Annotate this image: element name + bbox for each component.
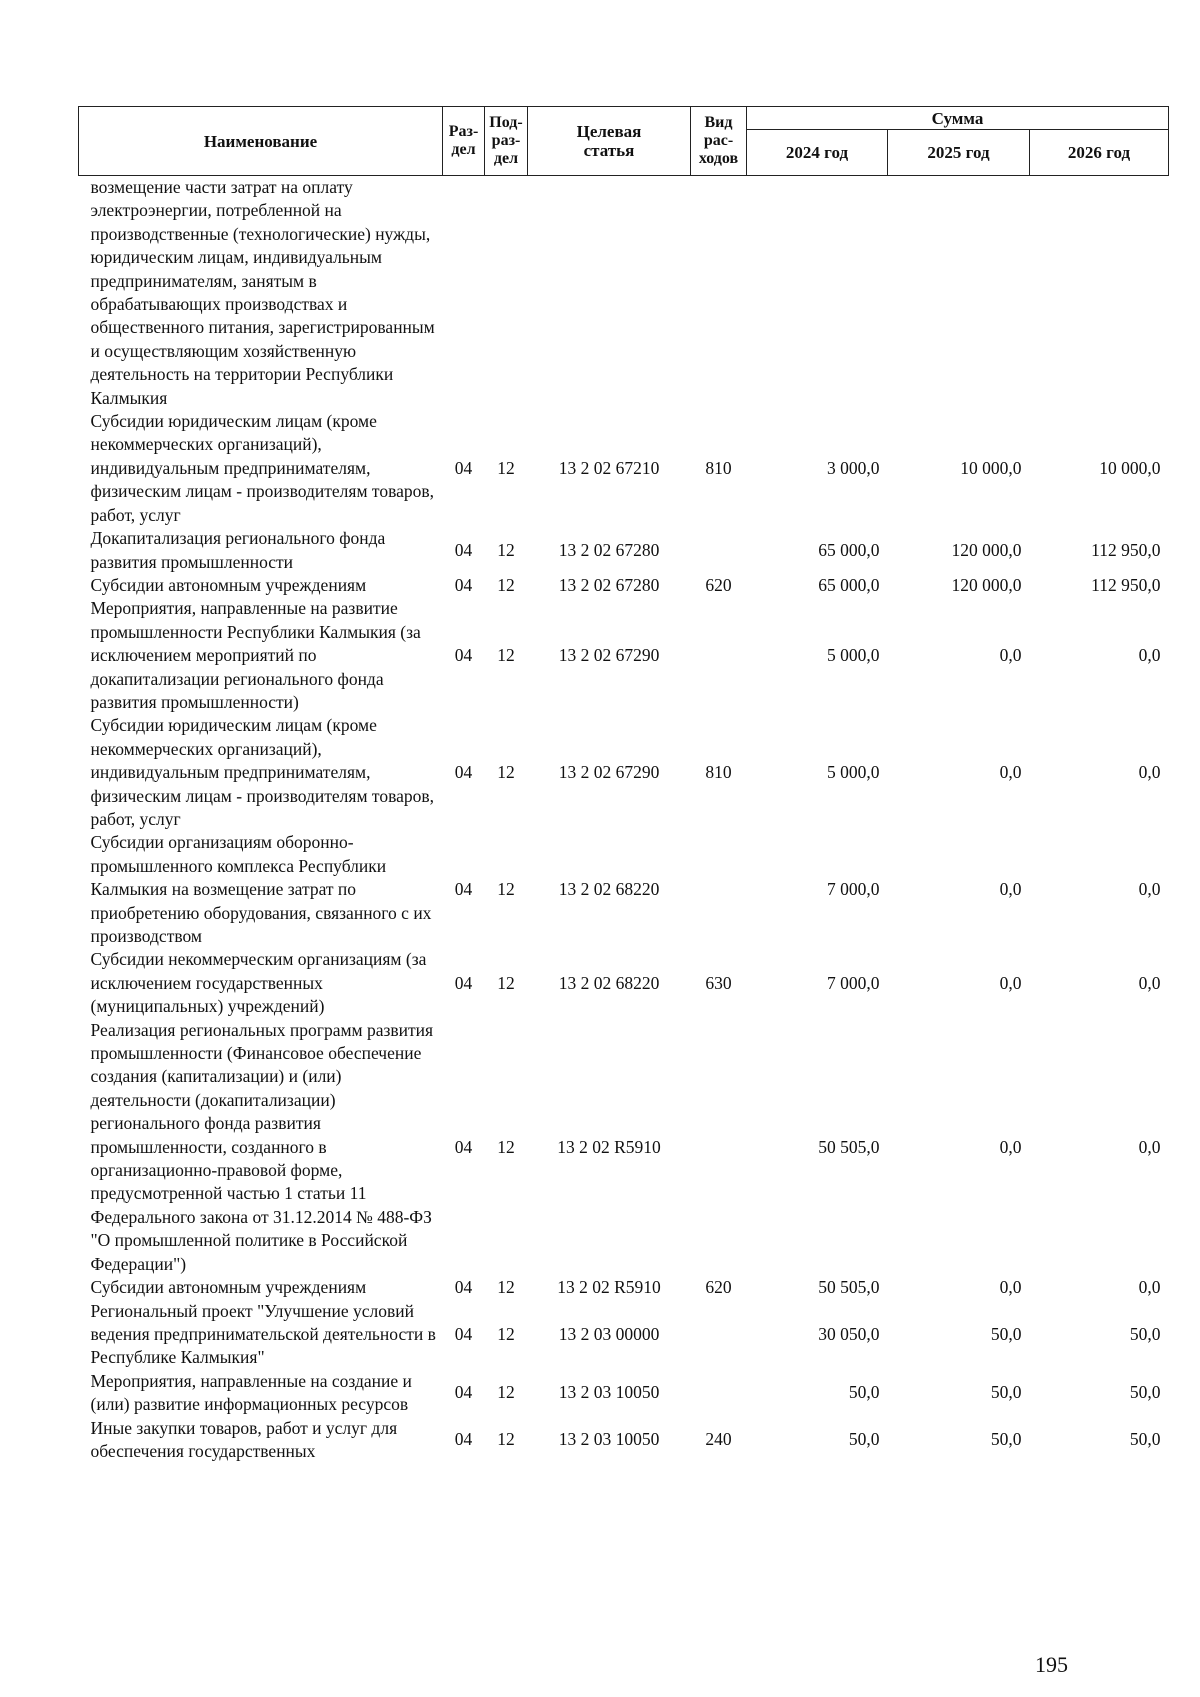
row-section: 04 bbox=[454, 645, 473, 666]
row-subsection: 12 bbox=[497, 645, 515, 666]
header-sum: Сумма bbox=[747, 107, 1169, 130]
table-row bbox=[79, 1370, 1169, 1417]
table-row bbox=[79, 831, 1169, 948]
row-subsection: 12 bbox=[497, 879, 515, 900]
row-sum-2026: 50,0 bbox=[1129, 1323, 1161, 1344]
row-section: 04 bbox=[454, 539, 473, 560]
row-sum-2025: 0,0 bbox=[999, 972, 1022, 993]
row-sum-2024: 50 505,0 bbox=[818, 1277, 880, 1298]
row-name: Субсидии автономным учреждениям bbox=[90, 574, 367, 595]
row-sum-2026: 112 950,0 bbox=[1091, 574, 1161, 595]
row-section: 04 bbox=[454, 762, 473, 783]
row-expense-type bbox=[691, 176, 747, 411]
row-subsection: 12 bbox=[497, 1136, 515, 1157]
row-expense-type bbox=[691, 831, 747, 948]
table-row bbox=[79, 410, 1169, 527]
row-sum-2026: 0,0 bbox=[1138, 879, 1161, 900]
row-sum-2025: 50,0 bbox=[990, 1323, 1022, 1344]
row-subsection: 12 bbox=[497, 1323, 515, 1344]
row-sum-2026: 112 950,0 bbox=[1091, 539, 1161, 560]
row-name: Иные закупки товаров, работ и услуг для обеспечения государственных bbox=[90, 1417, 398, 1461]
table-row bbox=[79, 1417, 1169, 1464]
page-number: 195 bbox=[1035, 1652, 1068, 1677]
table-row bbox=[79, 176, 1169, 411]
row-target-item: 13 2 03 10050 bbox=[558, 1429, 660, 1450]
row-expense-type: 240 bbox=[705, 1429, 732, 1450]
row-subsection: 12 bbox=[497, 1277, 515, 1298]
table-row bbox=[79, 714, 1169, 831]
row-sum-2024: 5 000,0 bbox=[827, 645, 880, 666]
row-sum-2026: 10 000,0 bbox=[1099, 457, 1161, 478]
row-subsection: 12 bbox=[497, 1429, 515, 1450]
row-sum-2026 bbox=[1030, 176, 1169, 411]
row-target-item: 13 2 02 R5910 bbox=[557, 1277, 661, 1298]
header-target-item: Целевая статья bbox=[528, 107, 691, 176]
row-sum-2025: 50,0 bbox=[990, 1429, 1022, 1450]
row-section: 04 bbox=[454, 457, 473, 478]
table-row bbox=[79, 948, 1169, 1018]
row-name: Мероприятия, направленные на развитие промышленности Республики Калмыкия (за исключением мероприятий по докапитализации регионального фонда развития промышленности) bbox=[90, 598, 421, 712]
table-row bbox=[79, 527, 1169, 574]
row-sum-2026: 0,0 bbox=[1138, 972, 1161, 993]
row-expense-type bbox=[691, 527, 747, 574]
row-name: Субсидии юридическим лицам (кроме некоммерческих организаций), индивидуальным предпринимателям, физическим лицам - производителям товаров, работ, услуг bbox=[90, 715, 435, 829]
header-subsection: Под- раз- дел bbox=[485, 107, 528, 176]
row-name: Докапитализация регионального фонда развития промышленности bbox=[90, 528, 386, 572]
row-subsection: 12 bbox=[497, 539, 515, 560]
row-sum-2024 bbox=[747, 176, 888, 411]
row-name: возмещение части затрат на оплату электроэнергии, потребленной на производственные (технологические) нужды, юридическим лицам, индивидуальным предпринимателям, занятым в обрабатывающих производствах и общественного питания, зарегистрированным и осуществляющим хозяйственную деятельность на территории Республики Калмыкия bbox=[90, 177, 435, 408]
row-expense-type: 810 bbox=[705, 457, 732, 478]
table-row bbox=[79, 1019, 1169, 1276]
row-sum-2024: 7 000,0 bbox=[827, 972, 880, 993]
row-sum-2025: 0,0 bbox=[999, 645, 1022, 666]
row-sum-2024: 7 000,0 bbox=[827, 879, 880, 900]
row-sum-2025: 10 000,0 bbox=[960, 457, 1022, 478]
row-expense-type: 810 bbox=[705, 762, 732, 783]
row-sum-2024: 50,0 bbox=[848, 1429, 880, 1450]
row-sum-2025: 0,0 bbox=[999, 1277, 1022, 1298]
table-row bbox=[79, 1300, 1169, 1370]
row-sum-2025: 120 000,0 bbox=[951, 574, 1022, 595]
header-section: Раз- дел bbox=[443, 107, 485, 176]
row-name: Региональный проект "Улучшение условий ведения предпринимательской деятельности в Республике Калмыкия" bbox=[90, 1300, 436, 1368]
row-expense-type: 630 bbox=[705, 972, 732, 993]
row-subsection: 12 bbox=[497, 457, 515, 478]
table-row bbox=[79, 574, 1169, 597]
row-subsection: 12 bbox=[497, 972, 515, 993]
row-subsection: 12 bbox=[497, 1382, 515, 1403]
row-target-item: 13 2 02 68220 bbox=[558, 879, 660, 900]
row-section: 04 bbox=[454, 972, 473, 993]
row-target-item: 13 2 02 67210 bbox=[558, 457, 660, 478]
row-section: 04 bbox=[454, 1323, 473, 1344]
row-target-item: 13 2 02 67290 bbox=[558, 762, 660, 783]
row-subsection: 12 bbox=[497, 574, 515, 595]
row-sum-2025: 0,0 bbox=[999, 1136, 1022, 1157]
header-year-2025: 2025 год bbox=[888, 130, 1030, 176]
row-name: Реализация региональных программ развития промышленности (Финансовое обеспечение создания (капитализации) и (или) деятельности (докапитализации) регионального фонда развития промышленности, созданного в организационно-правовой форме, предусмотренной частью 1 статьи 11 Федерального закона от 31.12.2014 № 488-ФЗ "О промышленной политике в Российской Федерации") bbox=[90, 1019, 434, 1274]
row-expense-type bbox=[691, 597, 747, 714]
row-sum-2026: 50,0 bbox=[1129, 1429, 1161, 1450]
row-target-item: 13 2 03 00000 bbox=[558, 1323, 660, 1344]
row-section: 04 bbox=[454, 1277, 473, 1298]
row-sum-2026: 0,0 bbox=[1138, 1277, 1161, 1298]
row-target-item: 13 2 02 R5910 bbox=[557, 1136, 661, 1157]
row-name: Субсидии автономным учреждениям bbox=[90, 1277, 367, 1298]
row-sum-2025: 0,0 bbox=[999, 879, 1022, 900]
row-sum-2024: 65 000,0 bbox=[818, 574, 880, 595]
row-target-item: 13 2 02 67280 bbox=[558, 574, 660, 595]
row-expense-type: 620 bbox=[705, 574, 732, 595]
row-name: Субсидии организациям оборонно-промышленного комплекса Республики Калмыкия на возмещение затрат по приобретению оборудования, связанного с их производством bbox=[90, 832, 432, 946]
row-sum-2024: 50,0 bbox=[848, 1382, 880, 1403]
row-section bbox=[443, 176, 485, 411]
row-sum-2024: 3 000,0 bbox=[827, 457, 880, 478]
table-row bbox=[79, 1276, 1169, 1299]
row-target-item: 13 2 02 67280 bbox=[558, 539, 660, 560]
header-year-2024: 2024 год bbox=[747, 130, 888, 176]
header-name: Наименование bbox=[79, 107, 443, 176]
row-target-item: 13 2 03 10050 bbox=[558, 1382, 660, 1403]
row-sum-2026: 0,0 bbox=[1138, 645, 1161, 666]
budget-table bbox=[78, 106, 1169, 1463]
row-target-item bbox=[528, 176, 691, 411]
table-row bbox=[79, 597, 1169, 714]
row-subsection bbox=[485, 176, 528, 411]
row-expense-type: 620 bbox=[705, 1277, 732, 1298]
row-sum-2024: 65 000,0 bbox=[818, 539, 880, 560]
row-sum-2025 bbox=[888, 176, 1030, 411]
row-sum-2026: 50,0 bbox=[1129, 1382, 1161, 1403]
header-year-2026: 2026 год bbox=[1030, 130, 1169, 176]
row-sum-2026: 0,0 bbox=[1138, 762, 1161, 783]
row-sum-2025: 120 000,0 bbox=[951, 539, 1022, 560]
row-sum-2024: 50 505,0 bbox=[818, 1136, 880, 1157]
row-sum-2026: 0,0 bbox=[1138, 1136, 1161, 1157]
row-sum-2025: 50,0 bbox=[990, 1382, 1022, 1403]
row-sum-2024: 5 000,0 bbox=[827, 762, 880, 783]
row-expense-type bbox=[691, 1300, 747, 1370]
row-section: 04 bbox=[454, 1382, 473, 1403]
row-target-item: 13 2 02 67290 bbox=[558, 645, 660, 666]
row-section: 04 bbox=[454, 1429, 473, 1450]
row-sum-2025: 0,0 bbox=[999, 762, 1022, 783]
row-section: 04 bbox=[454, 879, 473, 900]
row-name: Субсидии юридическим лицам (кроме некоммерческих организаций), индивидуальным предпринимателям, физическим лицам - производителям товаров, работ, услуг bbox=[90, 411, 435, 525]
row-sum-2024: 30 050,0 bbox=[818, 1323, 880, 1344]
row-name: Мероприятия, направленные на создание и (или) развитие информационных ресурсов bbox=[90, 1370, 412, 1415]
row-name: Субсидии некоммерческим организациям (за исключением государственных (муниципальных) учреждений) bbox=[90, 949, 427, 1017]
table-body bbox=[79, 176, 1169, 1464]
row-section: 04 bbox=[454, 574, 473, 595]
header-expense-type: Вид рас- ходов bbox=[691, 107, 747, 176]
row-expense-type bbox=[691, 1019, 747, 1276]
row-expense-type bbox=[691, 1370, 747, 1417]
row-subsection: 12 bbox=[497, 762, 515, 783]
row-target-item: 13 2 02 68220 bbox=[558, 972, 660, 993]
row-section: 04 bbox=[454, 1136, 473, 1157]
